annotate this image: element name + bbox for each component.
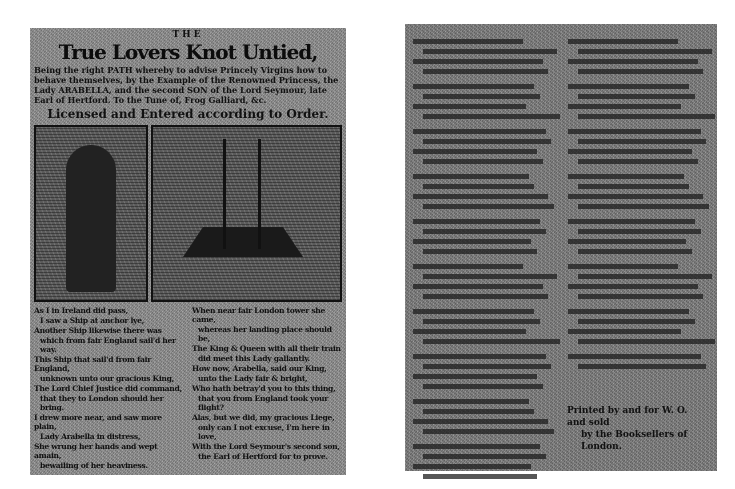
illegible-text-line — [423, 319, 540, 324]
illegible-text-line — [423, 139, 551, 144]
verse-line: As I in Ireland did pass, — [34, 306, 128, 315]
illegible-text-line — [568, 129, 701, 134]
ship-icon — [183, 157, 303, 257]
verse-column-1 — [34, 306, 184, 471]
verse-line: This Ship that sail'd from fair England, — [34, 355, 151, 373]
verse-line: that you from England took your flight? — [198, 394, 328, 412]
illegible-text-line — [423, 294, 548, 299]
right-broadside-page — [405, 24, 717, 471]
illegible-text-line — [568, 149, 692, 154]
illegible-text-line — [423, 94, 540, 99]
imprint-line: Printed by and for W. O. and sold — [567, 406, 688, 428]
illegible-text-line — [413, 264, 523, 269]
verse-line: Alas, but we did, my gracious Liege, — [192, 413, 335, 422]
verse-line: The Lord Chief Justice did command, — [34, 384, 182, 393]
verse-line: unto the Lady fair & bright, — [198, 374, 308, 383]
illegible-text-line — [423, 274, 557, 279]
imprint-line: by the Booksellers of London. — [581, 430, 688, 452]
verse-line: only can I not excuse, I'm here in love, — [198, 423, 330, 441]
verse-line: unknown unto our gracious King, — [40, 374, 174, 383]
illegible-text-line — [578, 139, 706, 144]
illegible-text-line — [423, 49, 557, 54]
illegible-text-line — [423, 184, 534, 189]
woodcut-lady-figure — [34, 125, 148, 302]
verse-columns — [34, 306, 342, 471]
illegible-text-line — [423, 339, 560, 344]
illegible-text-line — [413, 464, 531, 469]
illegible-text-line — [413, 239, 531, 244]
illegible-text-line — [568, 59, 698, 64]
illegible-text-line — [413, 399, 529, 404]
illegible-text-line — [423, 454, 546, 459]
verse-line: How now, Arabella, said our King, — [192, 364, 327, 373]
verse-line: that they to London should her bring. — [40, 394, 164, 412]
illegible-text-line — [423, 159, 543, 164]
illegible-text-line — [568, 239, 686, 244]
illegible-text-line — [568, 39, 678, 44]
illegible-text-line — [423, 364, 551, 369]
illegible-text-line — [413, 149, 537, 154]
illegible-text-line — [578, 204, 709, 209]
verse-line: which from fair England sail'd her way. — [40, 336, 176, 354]
lady-figure-icon — [66, 145, 116, 292]
ballad-title: True Lovers Knot Untied, — [58, 40, 318, 64]
heading-the: THE — [172, 30, 204, 40]
illegible-text-line — [413, 129, 546, 134]
woodcut-ship — [151, 125, 342, 302]
illegible-text-line — [568, 329, 681, 334]
verse-line: Another Ship likewise there was — [34, 326, 162, 335]
illegible-text-line — [423, 114, 560, 119]
illegible-text-line — [423, 409, 534, 414]
mast-icon — [258, 139, 261, 249]
verse-line: bewailing of her heaviness. — [40, 461, 148, 470]
illegible-text-line — [568, 219, 695, 224]
illegible-text-line — [578, 364, 706, 369]
verse-line: Who hath betray'd you to this thing, — [192, 384, 336, 393]
illegible-text-line — [413, 84, 534, 89]
illegible-text-line — [413, 419, 548, 424]
illegible-text-line — [578, 339, 715, 344]
illegible-text-line — [423, 69, 548, 74]
illegible-text-line — [413, 374, 537, 379]
illegible-text-line — [423, 249, 537, 254]
illegible-text-line — [578, 69, 703, 74]
left-broadside-page — [30, 28, 346, 475]
illegible-text-line — [413, 59, 543, 64]
verse-line: She wrung her hands and wept amain, — [34, 442, 158, 460]
verse-line: I saw a Ship at anchor lye, — [40, 316, 145, 325]
illegible-text-line — [568, 84, 689, 89]
illegible-text-line — [413, 284, 543, 289]
ballad-subtitle: Being the right PATH whereby to advise Princely Virgins how to behave themselves, by the Example of the Renowned Princess, the Lady ARABELLA, and the second SON of the Lord Seymour, late Earl of Hertford. To the Tune of, Frog Galliard, &c. — [34, 65, 339, 105]
license-line: Licensed and Entered according to Order. — [47, 107, 329, 121]
woodcut-row — [34, 125, 342, 302]
verse-line: did meet this Lady gallantly. — [198, 354, 310, 363]
illegible-text-line — [568, 104, 681, 109]
verse-line: With the Lord Seymour's second son, — [192, 442, 340, 451]
illegible-text-line — [413, 174, 529, 179]
illegible-text-line — [568, 354, 701, 359]
illegible-text-line — [413, 194, 548, 199]
verse-line: the Earl of Hertford for to prove. — [198, 452, 328, 461]
mast-icon — [223, 139, 226, 249]
illegible-text-line — [413, 309, 534, 314]
illegible-text-line — [423, 384, 543, 389]
illegible-text-line — [578, 249, 692, 254]
illegible-text-line — [578, 114, 715, 119]
illegible-text-line — [413, 444, 540, 449]
illegible-text-line — [413, 39, 523, 44]
verse-column-2 — [192, 306, 342, 471]
illegible-text-line — [423, 204, 554, 209]
illegible-text-line — [578, 319, 695, 324]
verse-column-3 — [413, 34, 554, 489]
verse-line: The King & Queen with all their train — [192, 344, 341, 353]
illegible-text-line — [568, 264, 678, 269]
illegible-text-line — [423, 429, 554, 434]
illegible-text-line — [413, 219, 540, 224]
illegible-text-line — [578, 184, 689, 189]
printer-imprint — [567, 405, 707, 453]
illegible-text-line — [578, 159, 698, 164]
illegible-text-line — [578, 49, 712, 54]
illegible-text-line — [413, 329, 526, 334]
verse-line: Lady Arabella in distress, — [40, 432, 141, 441]
verse-line: I drew more near, and saw more plain, — [34, 413, 162, 431]
illegible-text-line — [578, 229, 701, 234]
illegible-text-line — [568, 194, 703, 199]
illegible-text-line — [568, 174, 684, 179]
illegible-text-line — [413, 104, 526, 109]
illegible-text-line — [413, 354, 546, 359]
illegible-text-line — [568, 309, 689, 314]
illegible-text-line — [568, 284, 698, 289]
illegible-text-line — [578, 274, 712, 279]
verse-line: When near fair London tower she came, — [192, 306, 326, 324]
illegible-text-line — [423, 229, 546, 234]
illegible-text-line — [578, 94, 695, 99]
illegible-text-line — [423, 474, 537, 479]
illegible-text-line — [578, 294, 703, 299]
verse-line: whereas her landing place should be, — [198, 325, 332, 343]
